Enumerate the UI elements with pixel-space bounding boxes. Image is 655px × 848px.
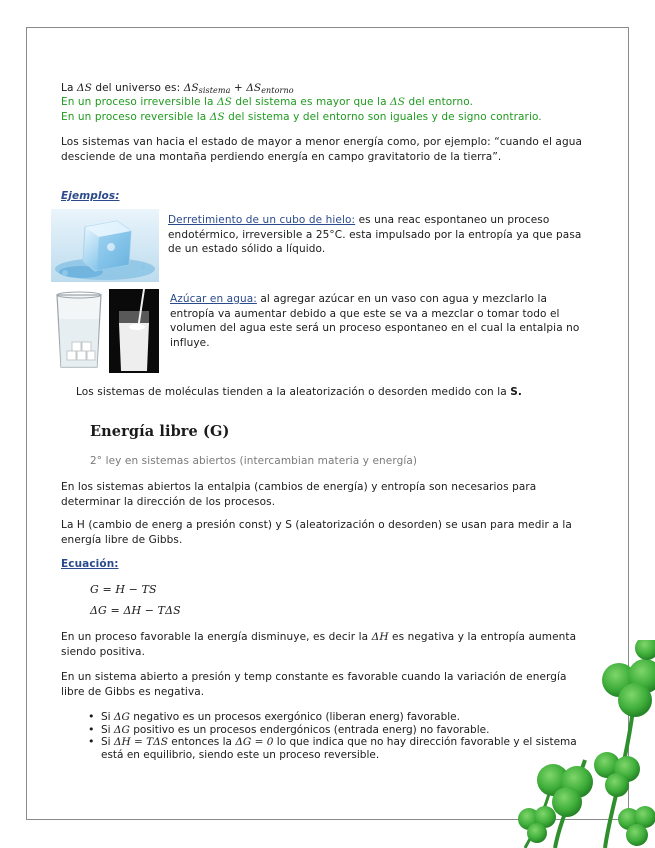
- free-energy-heading: Energía libre (G): [90, 423, 230, 440]
- energy-paragraph: Los sistemas van hacia el estado de mayor a menor energía como, por ejemplo: “cuando el agua desciende de una montaña perdiendo energía en campo gravitatorio de la tierra”.: [61, 136, 582, 163]
- ice-cube-image: [51, 209, 159, 282]
- molecules-line: Los sistemas de moléculas tienden a la aleatorización o desorden medido con la S.: [76, 386, 522, 398]
- example-ice-text: Derretimiento de un cubo de hielo: es una reac espontaneo un proceso endotérmico, irreversible a 25°C. esta impulsado por la entropía ya que pasa de un estado sólido a líquido.: [168, 214, 582, 255]
- example-sugar-text: Azúcar en agua: al agregar azúcar en un vaso con agua y mezclarlo la entropía va aumentar debido a que este se va a mezclar o tomar todo el volumen del agua este será un proceso espontaneo en el cual la entalpia no influye.: [170, 293, 580, 349]
- conditions-list: [88, 711, 588, 761]
- irreversible-line: En un proceso irreversible la ΔS del sistema es mayor que la ΔS del entorno.: [61, 96, 474, 108]
- clover-decoration: [515, 640, 655, 848]
- list-item: • Si ΔG negativo es un procesos exergónico (liberan energ) favorable.: [88, 711, 588, 724]
- favorable-paragraph: En un proceso favorable la energía disminuye, es decir la ΔH es negativa y la entropía aumenta siendo positiva.: [61, 631, 577, 658]
- milk-glass-image: [109, 289, 159, 373]
- free-energy-subtitle: 2° ley en sistemas abiertos (intercambian materia y energía): [90, 455, 418, 467]
- open-systems-paragraph: En los sistemas abiertos la entalpia (cambios de energía) y entropía son necesarios para determinar la dirección de los procesos.: [61, 481, 537, 508]
- examples-heading: Ejemplos:: [61, 190, 120, 202]
- list-item: • Si ΔH = TΔS entonces la ΔG = 0 lo que indica que no hay dirección favorable y el sistema está en equilibrio, siendo este un proceso reversible.: [88, 736, 588, 761]
- equation-delta-g: ΔG = ΔH − TΔS: [90, 604, 181, 617]
- list-item: • Si ΔG positivo es un procesos endergónicos (entrada energ) no favorable.: [88, 724, 588, 737]
- gibbs-paragraph: La H (cambio de energ a presión const) y S (aleatorización o desorden) se usan para medir a la energía libre de Gibbs.: [61, 519, 572, 546]
- reversible-line: En un proceso reversible la ΔS del sistema y del entorno son iguales y de signo contrario.: [61, 111, 542, 123]
- equation-g: G = H − TS: [90, 583, 157, 596]
- universe-entropy-line: La ΔS del universo es: $\Delta S_{sistema} + \Delta S_{entorno}$: [61, 82, 294, 95]
- equation-heading: Ecuación:: [61, 558, 119, 570]
- glass-sugar-image: [51, 289, 107, 373]
- open-system-paragraph: En un sistema abierto a presión y temp constante es favorable cuando la variación de energía libre de Gibbs es negativa.: [61, 671, 567, 698]
